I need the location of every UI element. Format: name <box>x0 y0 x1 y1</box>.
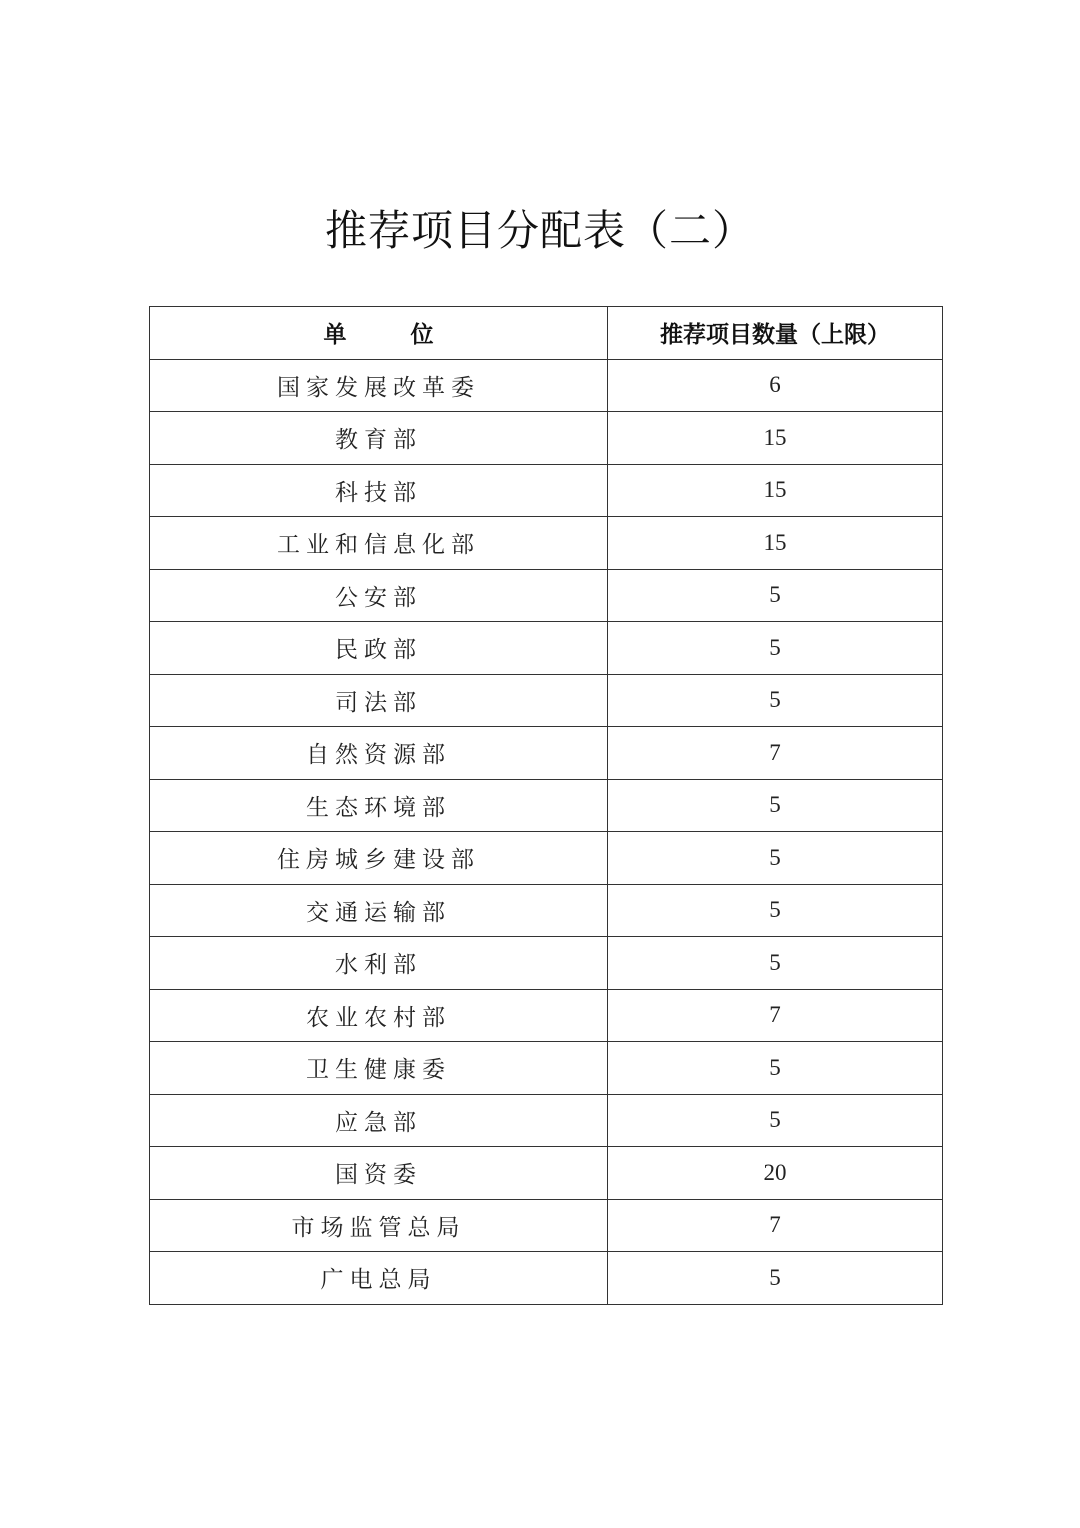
quantity-cell: 7 <box>608 1199 943 1252</box>
quantity-cell: 5 <box>608 1094 943 1147</box>
table-row <box>150 464 943 517</box>
unit-cell: 卫生健康委 <box>150 1042 608 1095</box>
quantity-cell: 5 <box>608 622 943 675</box>
unit-cell: 国资委 <box>150 1147 608 1200</box>
unit-cell: 自然资源部 <box>150 727 608 780</box>
unit-cell: 教育部 <box>150 412 608 465</box>
unit-cell: 生态环境部 <box>150 779 608 832</box>
table-row <box>150 1147 943 1200</box>
column-header-unit-char1: 单 <box>323 322 347 349</box>
quantity-cell: 15 <box>608 517 943 570</box>
unit-cell: 工业和信息化部 <box>150 517 608 570</box>
table-row <box>150 989 943 1042</box>
table-row <box>150 884 943 937</box>
quantity-cell: 5 <box>608 674 943 727</box>
quantity-cell: 6 <box>608 359 943 412</box>
allocation-table <box>149 306 943 1305</box>
table-row <box>150 622 943 675</box>
table-row <box>150 832 943 885</box>
table-row <box>150 1094 943 1147</box>
quantity-cell: 5 <box>608 1252 943 1305</box>
table-row <box>150 569 943 622</box>
quantity-cell: 5 <box>608 832 943 885</box>
quantity-cell: 7 <box>608 727 943 780</box>
unit-cell: 科技部 <box>150 464 608 517</box>
table-row <box>150 779 943 832</box>
table-row <box>150 1042 943 1095</box>
unit-cell: 农业农村部 <box>150 989 608 1042</box>
table-row <box>150 1199 943 1252</box>
page-title: 推荐项目分配表（二） <box>324 206 755 255</box>
table-row <box>150 727 943 780</box>
unit-cell: 民政部 <box>150 622 608 675</box>
table-body <box>150 359 943 1304</box>
table-header-row <box>150 307 943 360</box>
quantity-cell: 15 <box>608 412 943 465</box>
table-row <box>150 937 943 990</box>
unit-cell: 国家发展改革委 <box>150 359 608 412</box>
unit-cell: 水利部 <box>150 937 608 990</box>
quantity-cell: 20 <box>608 1147 943 1200</box>
column-header-quantity: 推荐项目数量（上限） <box>608 307 943 360</box>
table-row <box>150 412 943 465</box>
quantity-cell: 5 <box>608 937 943 990</box>
quantity-cell: 15 <box>608 464 943 517</box>
column-header-unit-char2: 位 <box>410 322 434 349</box>
quantity-cell: 5 <box>608 884 943 937</box>
table-row <box>150 359 943 412</box>
unit-cell: 公安部 <box>150 569 608 622</box>
unit-cell: 市场监管总局 <box>150 1199 608 1252</box>
column-header-unit <box>150 307 608 360</box>
unit-cell: 应急部 <box>150 1094 608 1147</box>
quantity-cell: 5 <box>608 569 943 622</box>
unit-cell: 司法部 <box>150 674 608 727</box>
allocation-table-container <box>149 306 942 1305</box>
quantity-cell: 7 <box>608 989 943 1042</box>
table-row <box>150 674 943 727</box>
unit-cell: 广电总局 <box>150 1252 608 1305</box>
unit-cell: 交通运输部 <box>150 884 608 937</box>
table-row <box>150 517 943 570</box>
table-row <box>150 1252 943 1305</box>
quantity-cell: 5 <box>608 779 943 832</box>
unit-cell: 住房城乡建设部 <box>150 832 608 885</box>
quantity-cell: 5 <box>608 1042 943 1095</box>
